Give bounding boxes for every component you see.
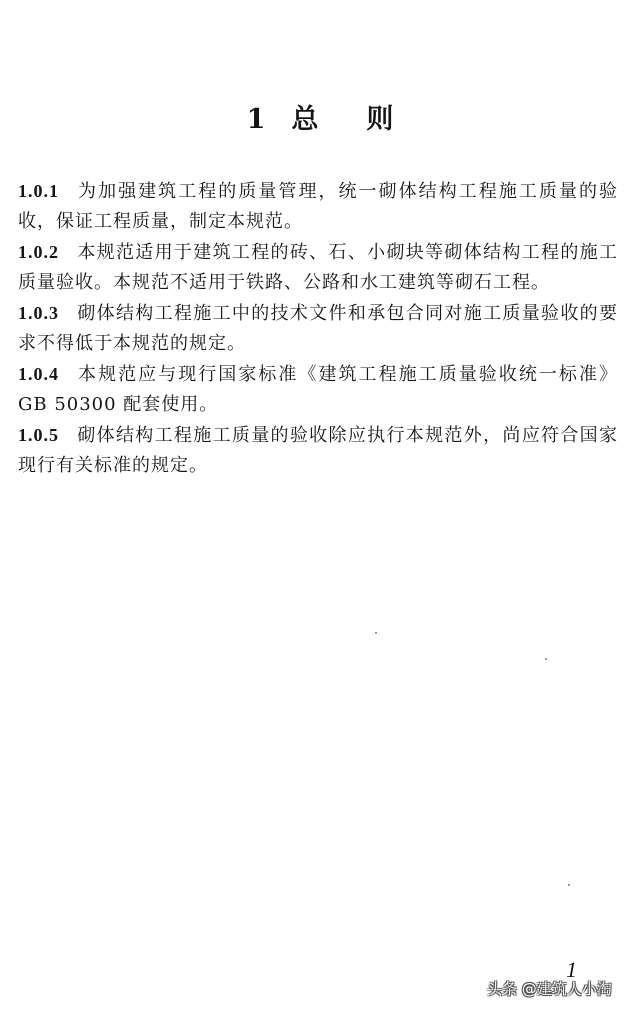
clause-text: 砌体结构工程施工中的技术文件和承包合同对施工质量验收的要求不得低于本规范的规定。 xyxy=(18,303,618,354)
clause-1-0-1 xyxy=(18,176,618,237)
chapter-title xyxy=(0,100,640,140)
clause-1-0-5 xyxy=(18,420,618,481)
scan-speck xyxy=(568,884,570,886)
chapter-number: 1 xyxy=(246,104,266,135)
scan-speck xyxy=(375,632,377,634)
clause-text: 为加强建筑工程的质量管理，统一砌体结构工程施工质量的验收，保证工程质量，制定本规范。 xyxy=(18,181,618,232)
clause-1-0-4 xyxy=(18,359,618,420)
clause-number: 1.0.1 xyxy=(18,181,59,201)
scan-speck xyxy=(545,658,547,660)
watermark: 头条 @建筑人小淘 xyxy=(487,980,612,998)
clause-text: 砌体结构工程施工质量的验收除应执行本规范外，尚应符合国家现行有关标准的规定。 xyxy=(18,425,618,476)
clause-1-0-3 xyxy=(18,298,618,359)
clause-text: 本规范应与现行国家标准《建筑工程施工质量验收统一标准》GB 50300 配套使用。 xyxy=(18,364,618,415)
clause-list xyxy=(18,176,618,481)
page-number: 1 xyxy=(566,957,577,982)
chapter-title-char-1: 总 xyxy=(291,104,319,135)
clause-1-0-2 xyxy=(18,237,618,298)
clause-number: 1.0.3 xyxy=(18,303,59,323)
chapter-title-char-2: 则 xyxy=(366,104,394,135)
clause-number: 1.0.5 xyxy=(18,425,59,445)
clause-number: 1.0.4 xyxy=(18,364,59,384)
clause-text: 本规范适用于建筑工程的砖、石、小砌块等砌体结构工程的施工质量验收。本规范不适用于铁路、公路和水工建筑等砌石工程。 xyxy=(18,242,618,293)
clause-number: 1.0.2 xyxy=(18,242,59,262)
